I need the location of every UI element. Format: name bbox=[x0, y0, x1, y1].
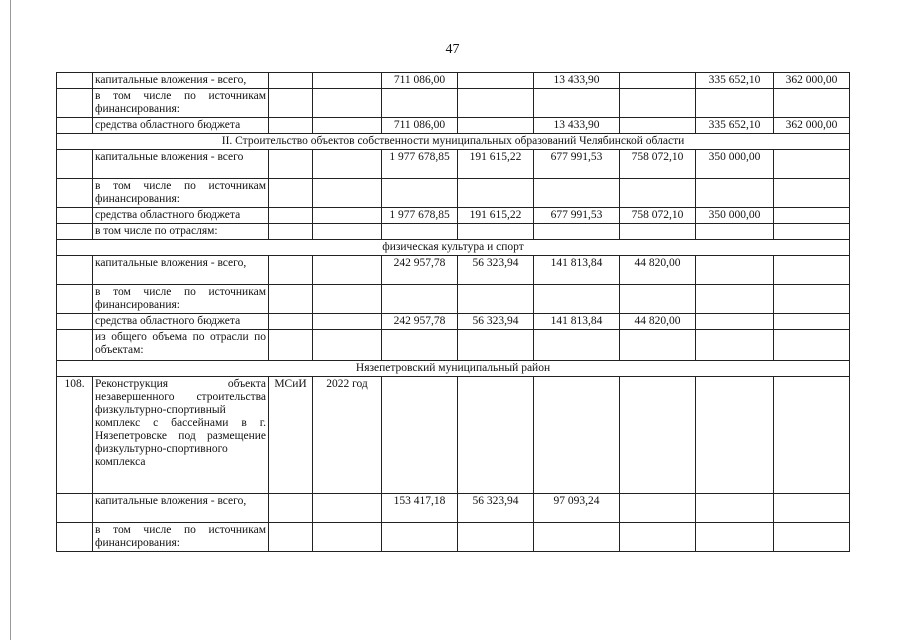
value-cell bbox=[620, 118, 696, 134]
value-cell bbox=[382, 330, 458, 361]
value-cell: 13 433,90 bbox=[534, 118, 620, 134]
value-cell bbox=[534, 523, 620, 552]
table-row bbox=[57, 377, 850, 494]
value-cell bbox=[458, 285, 534, 314]
value-cell bbox=[620, 285, 696, 314]
value-cell bbox=[458, 377, 534, 494]
value-cell bbox=[696, 285, 774, 314]
value-cell bbox=[774, 224, 850, 240]
table-row bbox=[57, 224, 850, 240]
row-number-cell bbox=[57, 285, 93, 314]
row-number-cell bbox=[57, 179, 93, 208]
value-cell bbox=[696, 224, 774, 240]
value-cell bbox=[696, 256, 774, 285]
period-cell bbox=[313, 314, 382, 330]
value-cell bbox=[774, 89, 850, 118]
value-cell bbox=[534, 285, 620, 314]
item-name-cell: средства областного бюджета bbox=[93, 314, 269, 330]
table-row bbox=[57, 73, 850, 89]
value-cell: 1 977 678,85 bbox=[382, 208, 458, 224]
value-cell: 56 323,94 bbox=[458, 314, 534, 330]
period-cell bbox=[313, 179, 382, 208]
item-name-cell: в том числе по источникам финансирования: bbox=[93, 285, 269, 314]
table-row bbox=[57, 523, 850, 552]
period-cell bbox=[313, 494, 382, 523]
budget-table bbox=[56, 72, 850, 552]
value-cell: 13 433,90 bbox=[534, 73, 620, 89]
section-heading: Нязепетровский муниципальный район bbox=[57, 361, 850, 377]
item-name-cell: в том числе по источникам финансирования: bbox=[93, 179, 269, 208]
value-cell bbox=[620, 377, 696, 494]
customer-cell bbox=[269, 118, 313, 134]
value-cell bbox=[620, 73, 696, 89]
value-cell bbox=[620, 224, 696, 240]
value-cell bbox=[696, 377, 774, 494]
value-cell: 335 652,10 bbox=[696, 73, 774, 89]
period-cell bbox=[313, 208, 382, 224]
value-cell bbox=[774, 377, 850, 494]
value-cell bbox=[458, 89, 534, 118]
value-cell bbox=[696, 494, 774, 523]
value-cell bbox=[620, 523, 696, 552]
value-cell: 153 417,18 bbox=[382, 494, 458, 523]
period-cell bbox=[313, 73, 382, 89]
table-row bbox=[57, 494, 850, 523]
item-name-cell: средства областного бюджета bbox=[93, 118, 269, 134]
period-cell bbox=[313, 256, 382, 285]
customer-cell bbox=[269, 523, 313, 552]
table-row bbox=[57, 330, 850, 361]
value-cell: 242 957,78 bbox=[382, 256, 458, 285]
item-name-cell: капитальные вложения - всего, bbox=[93, 73, 269, 89]
customer-cell bbox=[269, 89, 313, 118]
value-cell bbox=[774, 330, 850, 361]
value-cell: 362 000,00 bbox=[774, 73, 850, 89]
value-cell: 350 000,00 bbox=[696, 150, 774, 179]
value-cell bbox=[382, 89, 458, 118]
value-cell bbox=[774, 494, 850, 523]
value-cell bbox=[382, 377, 458, 494]
page-left-edge-line bbox=[10, 0, 11, 640]
row-number-cell bbox=[57, 330, 93, 361]
value-cell bbox=[382, 179, 458, 208]
table-row bbox=[57, 179, 850, 208]
value-cell bbox=[534, 377, 620, 494]
value-cell bbox=[774, 256, 850, 285]
row-number-cell: 108. bbox=[57, 377, 93, 494]
value-cell bbox=[458, 330, 534, 361]
table-row bbox=[57, 150, 850, 179]
value-cell bbox=[382, 523, 458, 552]
value-cell bbox=[774, 523, 850, 552]
row-number-cell bbox=[57, 118, 93, 134]
value-cell bbox=[696, 330, 774, 361]
period-cell bbox=[313, 224, 382, 240]
period-cell bbox=[313, 285, 382, 314]
value-cell bbox=[458, 73, 534, 89]
value-cell bbox=[774, 150, 850, 179]
customer-cell bbox=[269, 314, 313, 330]
value-cell: 350 000,00 bbox=[696, 208, 774, 224]
item-name-cell: средства областного бюджета bbox=[93, 208, 269, 224]
value-cell: 44 820,00 bbox=[620, 256, 696, 285]
value-cell: 44 820,00 bbox=[620, 314, 696, 330]
value-cell bbox=[534, 224, 620, 240]
value-cell bbox=[620, 89, 696, 118]
row-number-cell bbox=[57, 494, 93, 523]
table-row bbox=[57, 89, 850, 118]
table-row bbox=[57, 314, 850, 330]
value-cell bbox=[458, 224, 534, 240]
row-number-cell bbox=[57, 314, 93, 330]
table-row bbox=[57, 256, 850, 285]
value-cell bbox=[696, 314, 774, 330]
value-cell bbox=[696, 179, 774, 208]
value-cell: 758 072,10 bbox=[620, 150, 696, 179]
value-cell: 56 323,94 bbox=[458, 494, 534, 523]
item-name-cell: в том числе по источникам финансирования: bbox=[93, 523, 269, 552]
row-number-cell bbox=[57, 256, 93, 285]
customer-cell: МСиИ bbox=[269, 377, 313, 494]
value-cell: 191 615,22 bbox=[458, 208, 534, 224]
item-name-cell: в том числе по источникам финансирования: bbox=[93, 89, 269, 118]
value-cell bbox=[620, 494, 696, 523]
item-name-cell: капитальные вложения - всего, bbox=[93, 494, 269, 523]
value-cell: 1 977 678,85 bbox=[382, 150, 458, 179]
period-cell bbox=[313, 150, 382, 179]
item-name-cell: капитальные вложения - всего bbox=[93, 150, 269, 179]
section-heading-row bbox=[57, 361, 850, 377]
value-cell: 242 957,78 bbox=[382, 314, 458, 330]
row-number-cell bbox=[57, 224, 93, 240]
customer-cell bbox=[269, 256, 313, 285]
value-cell bbox=[620, 330, 696, 361]
value-cell bbox=[534, 330, 620, 361]
value-cell bbox=[774, 208, 850, 224]
customer-cell bbox=[269, 330, 313, 361]
section-heading-row bbox=[57, 240, 850, 256]
value-cell bbox=[774, 314, 850, 330]
item-name-cell: из общего объема по отрасли по объектам: bbox=[93, 330, 269, 361]
customer-cell bbox=[269, 224, 313, 240]
value-cell: 711 086,00 bbox=[382, 73, 458, 89]
value-cell bbox=[534, 89, 620, 118]
value-cell bbox=[382, 224, 458, 240]
section-heading: физическая культура и спорт bbox=[57, 240, 850, 256]
row-number-cell bbox=[57, 523, 93, 552]
value-cell bbox=[696, 89, 774, 118]
item-name-cell: Реконструкция объекта незавершенного строительства физкультурно-спортивный комплекс с бассейнами в г. Нязепетровске под размещение физкультурно-спортивного комплекса bbox=[93, 377, 269, 494]
item-name-cell: капитальные вложения - всего, bbox=[93, 256, 269, 285]
budget-table-body bbox=[57, 73, 850, 552]
value-cell: 677 991,53 bbox=[534, 208, 620, 224]
value-cell bbox=[774, 179, 850, 208]
section-heading-row bbox=[57, 134, 850, 150]
customer-cell bbox=[269, 150, 313, 179]
customer-cell bbox=[269, 73, 313, 89]
value-cell bbox=[774, 285, 850, 314]
value-cell bbox=[458, 179, 534, 208]
customer-cell bbox=[269, 494, 313, 523]
row-number-cell bbox=[57, 89, 93, 118]
value-cell bbox=[620, 179, 696, 208]
value-cell bbox=[382, 285, 458, 314]
value-cell: 677 991,53 bbox=[534, 150, 620, 179]
value-cell: 56 323,94 bbox=[458, 256, 534, 285]
value-cell: 758 072,10 bbox=[620, 208, 696, 224]
page-number: 47 bbox=[445, 42, 460, 57]
item-name-cell: в том числе по отраслям: bbox=[93, 224, 269, 240]
value-cell: 711 086,00 bbox=[382, 118, 458, 134]
period-cell bbox=[313, 118, 382, 134]
value-cell: 97 093,24 bbox=[534, 494, 620, 523]
period-cell: 2022 год bbox=[313, 377, 382, 494]
period-cell bbox=[313, 330, 382, 361]
customer-cell bbox=[269, 179, 313, 208]
value-cell: 141 813,84 bbox=[534, 256, 620, 285]
period-cell bbox=[313, 89, 382, 118]
row-number-cell bbox=[57, 150, 93, 179]
value-cell: 141 813,84 bbox=[534, 314, 620, 330]
value-cell bbox=[534, 179, 620, 208]
row-number-cell bbox=[57, 208, 93, 224]
section-heading: II. Строительство объектов собственности муниципальных образований Челябинской области bbox=[57, 134, 850, 150]
table-row bbox=[57, 285, 850, 314]
value-cell bbox=[458, 523, 534, 552]
period-cell bbox=[313, 523, 382, 552]
value-cell bbox=[458, 118, 534, 134]
value-cell bbox=[696, 523, 774, 552]
value-cell: 362 000,00 bbox=[774, 118, 850, 134]
customer-cell bbox=[269, 208, 313, 224]
customer-cell bbox=[269, 285, 313, 314]
value-cell: 191 615,22 bbox=[458, 150, 534, 179]
table-row bbox=[57, 208, 850, 224]
table-row bbox=[57, 118, 850, 134]
row-number-cell bbox=[57, 73, 93, 89]
value-cell: 335 652,10 bbox=[696, 118, 774, 134]
